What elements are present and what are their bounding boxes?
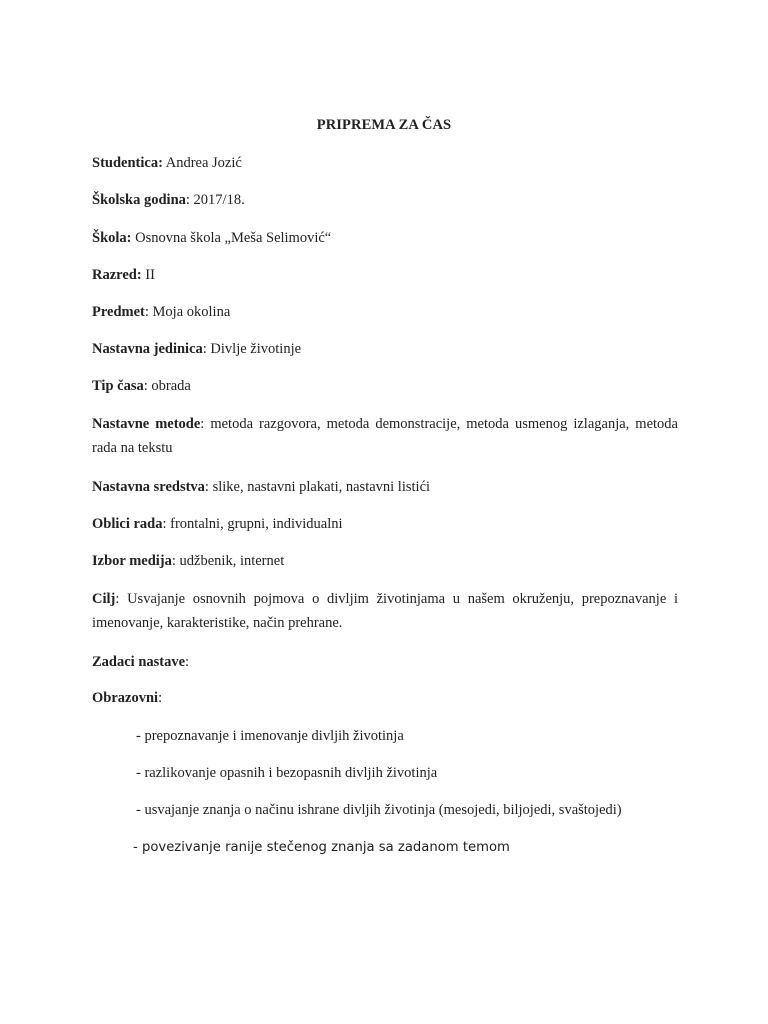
field-value: : udžbenik, internet <box>171 553 285 569</box>
list-item: - razlikovanje opasnih i bezopasnih divljih životinja <box>136 765 438 781</box>
field-value: : obrada <box>143 378 191 394</box>
document-title: PRIPREMA ZA ČAS <box>316 117 452 133</box>
field-tip-casa <box>92 374 678 398</box>
field-label: Škola: <box>92 230 132 246</box>
field-label: Tip časa <box>92 378 144 394</box>
list-item: - usvajanje znanja o načinu ishrane divljih životinja (mesojedi, biljojedi, svaštojedi) <box>136 802 622 818</box>
field-oblici-rada <box>92 512 678 536</box>
field-nastavna-sredstva <box>92 475 678 499</box>
field-value: II <box>141 267 155 283</box>
field-predmet <box>92 300 678 324</box>
field-value: : frontalni, grupni, individualni <box>162 516 343 532</box>
field-cilj <box>92 587 678 635</box>
field-skolska-godina <box>92 188 678 212</box>
field-value: : 2017/18. <box>185 192 245 208</box>
field-label: Nastavna jedinica <box>92 341 203 357</box>
field-label: Izbor medija <box>92 553 172 569</box>
field-nastavna-jedinica <box>92 337 678 361</box>
field-nastavne-metode <box>92 412 678 460</box>
field-label: Cilj <box>92 591 116 607</box>
list-item: - povezivanje ranije stečenog znanja sa zadanom temom <box>133 840 510 855</box>
field-label: Nastavne metode <box>92 416 201 432</box>
field-label: Zadaci nastave <box>92 654 186 670</box>
field-label: Nastavna sredstva <box>92 479 205 495</box>
field-value: : Moja okolina <box>144 304 231 320</box>
field-studentica <box>92 151 678 175</box>
field-razred <box>92 263 678 287</box>
field-label: Razred: <box>92 267 142 283</box>
field-value: : <box>158 690 163 706</box>
field-zadaci-nastave <box>92 650 678 674</box>
field-label: Obrazovni <box>92 690 159 706</box>
field-skola <box>92 226 678 250</box>
field-value: : metoda razgovora, metoda demonstracije, metoda usmenog izlaganja, metoda rada na tekstu <box>92 416 678 456</box>
field-obrazovni <box>92 686 678 710</box>
field-label: Školska godina <box>92 192 186 208</box>
field-label: Oblici rada <box>92 516 163 532</box>
field-value: Osnovna škola „Meša Selimović“ <box>131 230 332 246</box>
field-value: Andrea Jozić <box>162 155 242 171</box>
field-label: Predmet <box>92 304 145 320</box>
list-item: - prepoznavanje i imenovanje divljih životinja <box>136 728 404 744</box>
field-value: : slike, nastavni plakati, nastavni listići <box>204 479 431 495</box>
field-izbor-medija <box>92 549 678 573</box>
field-value: : Usvajanje osnovnih pojmova o divljim životinjama u našem okruženju, prepoznavanje i imenovanje, karakteristike, način prehrane. <box>92 591 678 631</box>
field-value: : Divlje životinje <box>202 341 302 357</box>
field-label: Studentica: <box>92 155 163 171</box>
field-value: : <box>185 654 190 670</box>
